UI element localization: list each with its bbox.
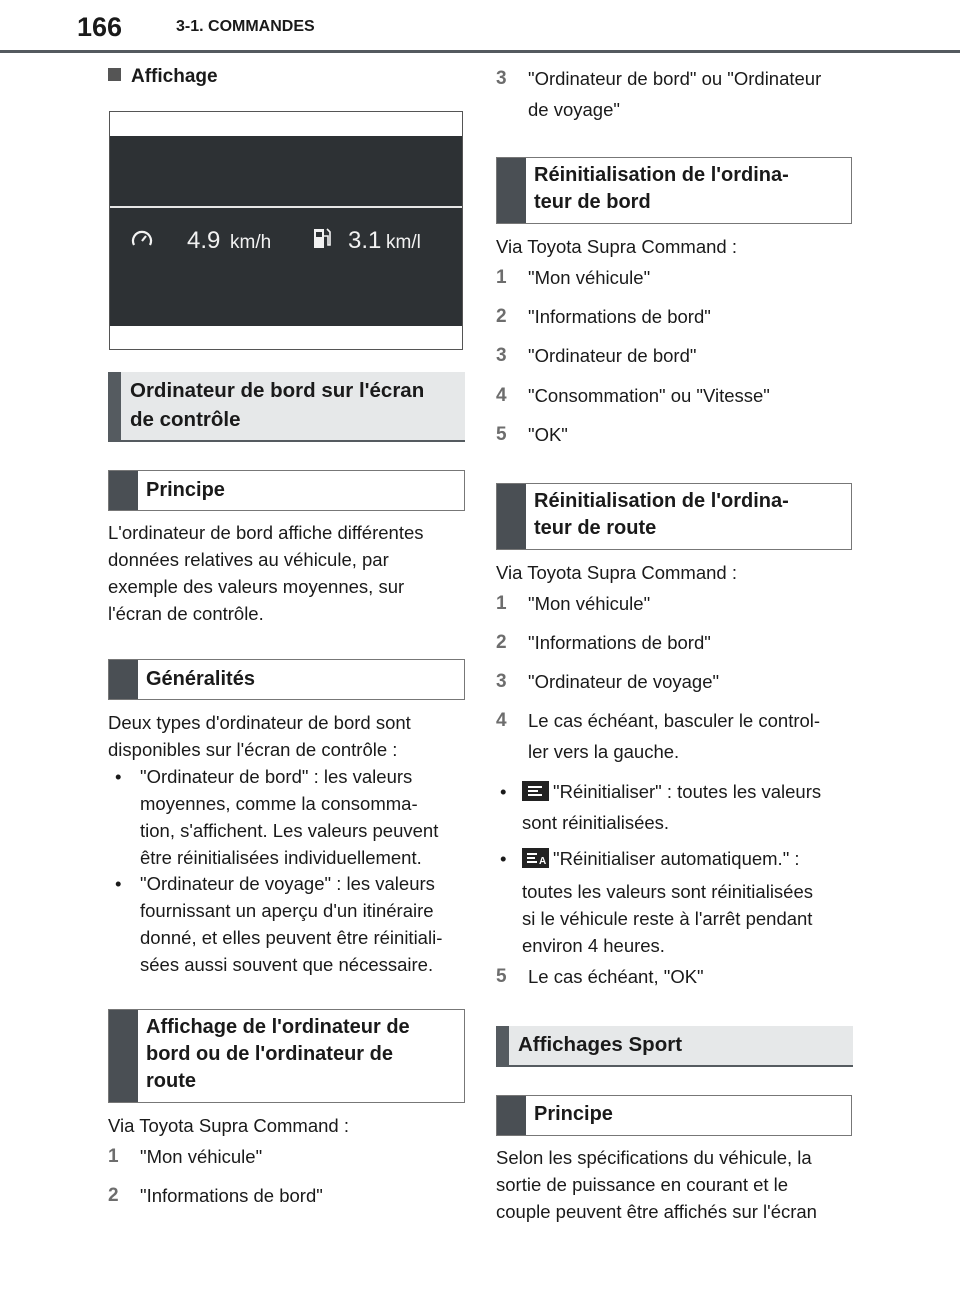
step-item: 5 "OK" <box>496 424 568 445</box>
sub-banner-principe-sport: Principe <box>496 1095 852 1136</box>
consumption-unit: km/l <box>386 232 421 253</box>
step-item: 2 "Informations de bord" <box>108 1185 323 1206</box>
section-banner-sport: Affichages Sport <box>496 1026 853 1067</box>
step-item: 1 "Mon véhicule" <box>496 267 651 288</box>
via-text-right-2: Via Toyota Supra Command : <box>496 562 737 583</box>
step-item: 3 "Ordinateur de bord" ou "Ordinateur de voyage" <box>496 68 822 120</box>
sub-banner-reinit-route: Réinitialisation de l'ordina- teur de route <box>496 483 852 550</box>
speed-value: 4.9 <box>187 227 221 254</box>
section-banner-ordinateur: Ordinateur de bord sur l'écran de contrôle <box>108 372 465 442</box>
step-item: 3 "Ordinateur de bord" <box>496 345 697 366</box>
display-screen <box>110 136 462 326</box>
bullet-reinitialiser: • "Réinitialiser" : toutes les valeurs sont réinitialisées. <box>500 781 822 833</box>
via-text-right-1: Via Toyota Supra Command : <box>496 236 737 257</box>
sub-banner-principe: Principe <box>108 470 465 511</box>
bullet-reinitialiser-auto: • A "Réinitialiser automatiquem." : toutes les valeurs sont réinitialisées si le véhicule reste à l'arrêt pendant environ 4 heures. <box>500 848 814 956</box>
step-item: 2 "Informations de bord" <box>496 306 711 327</box>
sport-paragraph: Selon les spécifications du véhicule, la sortie de puissance en courant et le couple peuvent être affichés sur l'écran <box>496 1147 817 1222</box>
square-bullet-icon <box>108 68 121 81</box>
generalites-paragraph: Deux types d'ordinateur de bord sont disponibles sur l'écran de contrôle : <box>108 712 411 760</box>
header-rule <box>0 50 960 53</box>
via-text-left: Via Toyota Supra Command : <box>108 1115 349 1136</box>
step-item: 4 "Consommation" ou "Vitesse" <box>496 385 770 406</box>
auto-reset-icon <box>522 848 549 868</box>
trip-computer-display <box>109 111 463 350</box>
speedometer-icon <box>130 228 154 250</box>
display-divider <box>110 206 462 208</box>
sub-banner-affichage-ordinateur: Affichage de l'ordinateur de bord ou de l'ordinateur de route <box>108 1009 465 1103</box>
speed-unit: km/h <box>230 232 272 253</box>
sub-banner-generalites: Généralités <box>108 659 465 700</box>
fuel-pump-icon <box>313 226 331 250</box>
bullet-ordinateur-voyage: • "Ordinateur de voyage" : les valeurs fournissant un aperçu d'un itinéraire donné, et elles peuvent être réinitiali- sées aussi souvent que nécessaire. <box>115 873 443 975</box>
step-item: 5 Le cas échéant, "OK" <box>496 966 704 987</box>
step-item: 1 "Mon véhicule" <box>496 593 651 614</box>
principe-paragraph: L'ordinateur de bord affiche différentes données relatives au véhicule, par exemple des valeurs moyennes, sur l'écran de contrôle. <box>108 522 424 624</box>
svg-text:A: A <box>539 856 547 867</box>
consumption-value: 3.1 <box>348 227 382 254</box>
chapter-title: 3-1. COMMANDES <box>176 18 315 35</box>
step-item: 2 "Informations de bord" <box>496 632 711 653</box>
page-number: 166 <box>77 12 123 42</box>
step-item: 3 "Ordinateur de voyage" <box>496 671 720 692</box>
bullet-ordinateur-bord: • "Ordinateur de bord" : les valeurs moyennes, comme la consomma- tion, s'affichent. Les valeurs peuvent être réinitialisées individuellement. <box>115 766 439 868</box>
reset-icon <box>522 781 549 801</box>
step-item: 4 Le cas échéant, basculer le control- ler vers la gauche. <box>496 710 821 762</box>
page-header <box>0 0 960 54</box>
step-item: 1 "Mon véhicule" <box>108 1146 263 1167</box>
sub-banner-reinit-bord: Réinitialisation de l'ordina- teur de bord <box>496 157 852 224</box>
affichage-heading: Affichage <box>108 66 218 88</box>
